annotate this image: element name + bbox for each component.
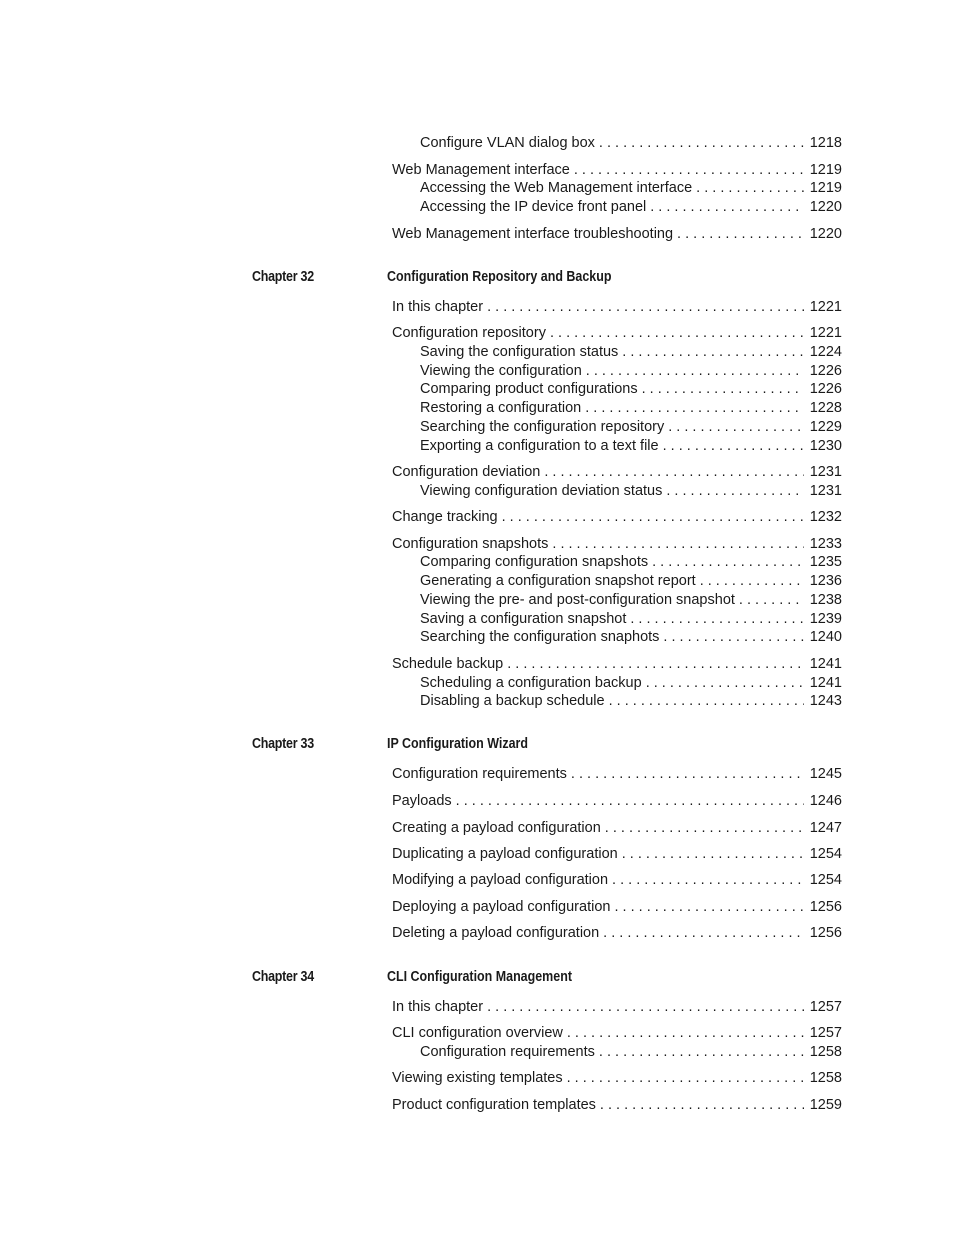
leader-dots	[603, 924, 804, 943]
toc-entry-page: 1247	[809, 820, 842, 836]
toc-entry-title: Generating a configuration snapshot report	[420, 573, 696, 589]
leader-dots	[622, 343, 803, 362]
toc-entry[interactable]	[392, 1069, 842, 1088]
toc-entry[interactable]	[392, 1024, 842, 1043]
toc-entry-title: Comparing configuration snapshots	[420, 554, 649, 570]
toc-entry-page: 1254	[809, 846, 842, 862]
toc-entry-page: 1219	[809, 180, 842, 196]
leader-dots	[599, 1043, 804, 1062]
toc-entry-page: 1226	[809, 381, 842, 397]
toc-entry-title: Exporting a configuration to a text file	[420, 438, 659, 454]
toc-entry-title: Modifying a payload configuration	[392, 872, 609, 888]
toc-entry-title: Accessing the Web Management interface	[420, 180, 693, 196]
toc-entry-page: 1236	[809, 573, 842, 589]
toc-entry-page: 1218	[809, 135, 842, 151]
leader-dots	[614, 898, 803, 917]
toc-entry[interactable]	[420, 362, 842, 381]
toc-entry[interactable]	[420, 198, 842, 217]
toc-entry-title: Viewing configuration deviation status	[420, 483, 663, 499]
toc-entry-title: Payloads	[392, 793, 452, 809]
toc-entry[interactable]	[420, 610, 842, 629]
toc-entry-page: 1232	[809, 509, 842, 525]
toc-entry[interactable]	[392, 324, 842, 343]
toc-entry[interactable]	[392, 845, 842, 864]
toc-entry-title: In this chapter	[392, 999, 484, 1015]
leader-dots	[652, 553, 804, 572]
toc-entry[interactable]	[392, 819, 842, 838]
toc-entry-title: Viewing the configuration	[420, 363, 582, 379]
toc-entry-title: Creating a payload configuration	[392, 820, 601, 836]
toc-entry[interactable]	[392, 998, 842, 1017]
leader-dots	[739, 591, 804, 610]
toc-entry[interactable]	[392, 161, 842, 180]
toc-entry-title: In this chapter	[392, 299, 484, 315]
toc-entry[interactable]	[420, 399, 842, 418]
toc-entry-title: Web Management interface troubleshooting	[392, 226, 674, 242]
leader-dots	[677, 225, 804, 244]
toc-entry-page: 1257	[809, 999, 842, 1015]
toc-entry[interactable]	[420, 343, 842, 362]
leader-dots	[586, 362, 804, 381]
leader-dots	[571, 765, 804, 784]
toc-entry-title: Configuration repository	[392, 325, 546, 341]
leader-dots	[663, 628, 803, 647]
leader-dots	[668, 418, 804, 437]
toc-entry-title: Viewing existing templates	[392, 1070, 563, 1086]
toc-entry-page: 1259	[809, 1097, 842, 1113]
toc-entry[interactable]	[392, 463, 842, 482]
leader-dots	[502, 508, 804, 527]
leader-dots	[487, 298, 804, 317]
leader-dots	[622, 845, 804, 864]
toc-entry-page: 1258	[809, 1044, 842, 1060]
toc-entry[interactable]	[392, 298, 842, 317]
leader-dots	[456, 792, 804, 811]
leader-dots	[630, 610, 803, 629]
toc-entry-title: Deleting a payload configuration	[392, 925, 600, 941]
toc-entry-page: 1241	[809, 675, 842, 691]
toc-entry-page: 1221	[809, 325, 842, 341]
toc-entry[interactable]	[392, 924, 842, 943]
toc-entry-page: 1235	[809, 554, 842, 570]
toc-entry[interactable]	[392, 655, 842, 674]
toc-entry-title: Configuration requirements	[420, 1044, 595, 1060]
toc-entry-page: 1220	[809, 226, 842, 242]
toc-entry[interactable]	[420, 572, 842, 591]
toc-entry[interactable]	[420, 179, 842, 198]
toc-entry-page: 1257	[809, 1025, 842, 1041]
leader-dots	[567, 1069, 804, 1088]
leader-dots	[612, 871, 804, 890]
toc-entry-title: Searching the configuration snaphots	[420, 629, 660, 645]
toc-entry-page: 1231	[809, 464, 842, 480]
toc-entry[interactable]	[420, 628, 842, 647]
toc-entry-page: 1243	[809, 693, 842, 709]
toc-entry-page: 1219	[809, 162, 842, 178]
toc-entry-title: Configuration deviation	[392, 464, 541, 480]
leader-dots	[609, 692, 804, 711]
leader-dots	[700, 572, 804, 591]
toc-entry-title: Change tracking	[392, 509, 498, 525]
toc-entry[interactable]	[392, 792, 842, 811]
leader-dots	[567, 1024, 804, 1043]
toc-entry-page: 1239	[809, 611, 842, 627]
toc-entry[interactable]	[420, 692, 842, 711]
leader-dots	[696, 179, 804, 198]
toc-entry[interactable]	[420, 674, 842, 693]
leader-dots	[552, 535, 803, 554]
toc-entry-title: Configure VLAN dialog box	[420, 135, 595, 151]
toc-entry-title: Searching the configuration repository	[420, 419, 665, 435]
chapter-label: Chapter 32	[252, 269, 314, 285]
leader-dots	[666, 482, 803, 501]
leader-dots	[605, 819, 804, 838]
chapter-label: Chapter 34	[252, 969, 314, 985]
toc-entry-title: Disabling a backup schedule	[420, 693, 605, 709]
toc-entry[interactable]	[420, 134, 842, 153]
toc-entry[interactable]	[392, 871, 842, 890]
toc-entry-page: 1256	[809, 899, 842, 915]
leader-dots	[599, 134, 804, 153]
toc-entry[interactable]	[420, 482, 842, 501]
leader-dots	[585, 399, 804, 418]
chapter-title[interactable]: CLI Configuration Management	[387, 969, 572, 985]
toc-entry-title: CLI configuration overview	[392, 1025, 563, 1041]
toc-entry-page: 1258	[809, 1070, 842, 1086]
toc-entry[interactable]	[420, 1043, 842, 1062]
toc-entry-title: Viewing the pre- and post-configuration snapshot	[420, 592, 735, 608]
chapter-label: Chapter 33	[252, 736, 314, 752]
leader-dots	[487, 998, 804, 1017]
toc-entry-page: 1246	[809, 793, 842, 809]
toc-entry-title: Accessing the IP device front panel	[420, 199, 647, 215]
toc-entry-page: 1256	[809, 925, 842, 941]
toc-entry-page: 1254	[809, 872, 842, 888]
toc-entry-title: Schedule backup	[392, 656, 504, 672]
toc-entry[interactable]	[420, 418, 842, 437]
toc-entry-page: 1230	[809, 438, 842, 454]
toc-entry-page: 1240	[809, 629, 842, 645]
toc-entry-page: 1233	[809, 536, 842, 552]
toc-entry[interactable]	[392, 898, 842, 917]
toc-entry-title: Saving the configuration status	[420, 344, 619, 360]
toc-entry-title: Restoring a configuration	[420, 400, 582, 416]
leader-dots	[574, 161, 804, 180]
toc-entry-page: 1229	[809, 419, 842, 435]
toc-entry-page: 1231	[809, 483, 842, 499]
toc-entry-title: Comparing product configurations	[420, 381, 638, 397]
toc-entry[interactable]	[392, 535, 842, 554]
toc-entry-page: 1224	[809, 344, 842, 360]
toc-entry-title: Product configuration templates	[392, 1097, 596, 1113]
toc-entry[interactable]	[420, 437, 842, 456]
leader-dots	[544, 463, 803, 482]
leader-dots	[663, 437, 804, 456]
toc-entry-page: 1245	[809, 766, 842, 782]
toc-entry-title: Configuration snapshots	[392, 536, 549, 552]
toc-entry-title: Saving a configuration snapshot	[420, 611, 627, 627]
toc-entry[interactable]	[420, 591, 842, 610]
toc-entry-page: 1221	[809, 299, 842, 315]
toc-entry[interactable]	[392, 225, 842, 244]
toc-entry-page: 1241	[809, 656, 842, 672]
toc-entry-title: Configuration requirements	[392, 766, 567, 782]
leader-dots	[600, 1096, 804, 1115]
toc-entry[interactable]	[392, 765, 842, 784]
leader-dots	[650, 198, 804, 217]
chapter-title[interactable]: IP Configuration Wizard	[387, 736, 528, 752]
leader-dots	[646, 674, 804, 693]
toc-entry-page: 1228	[809, 400, 842, 416]
leader-dots	[507, 655, 803, 674]
toc-entry-page: 1226	[809, 363, 842, 379]
toc-entry-title: Web Management interface	[392, 162, 570, 178]
toc-entry-page: 1220	[809, 199, 842, 215]
toc-entry[interactable]	[392, 1096, 842, 1115]
toc-entry-page: 1238	[809, 592, 842, 608]
chapter-title[interactable]: Configuration Repository and Backup	[387, 269, 612, 285]
toc-entry[interactable]	[392, 508, 842, 527]
toc-entry-title: Duplicating a payload configuration	[392, 846, 618, 862]
toc-entry-title: Scheduling a configuration backup	[420, 675, 642, 691]
leader-dots	[550, 324, 804, 343]
toc-entry[interactable]	[420, 380, 842, 399]
leader-dots	[642, 380, 804, 399]
toc-entry[interactable]	[420, 553, 842, 572]
toc-entry-title: Deploying a payload configuration	[392, 899, 611, 915]
